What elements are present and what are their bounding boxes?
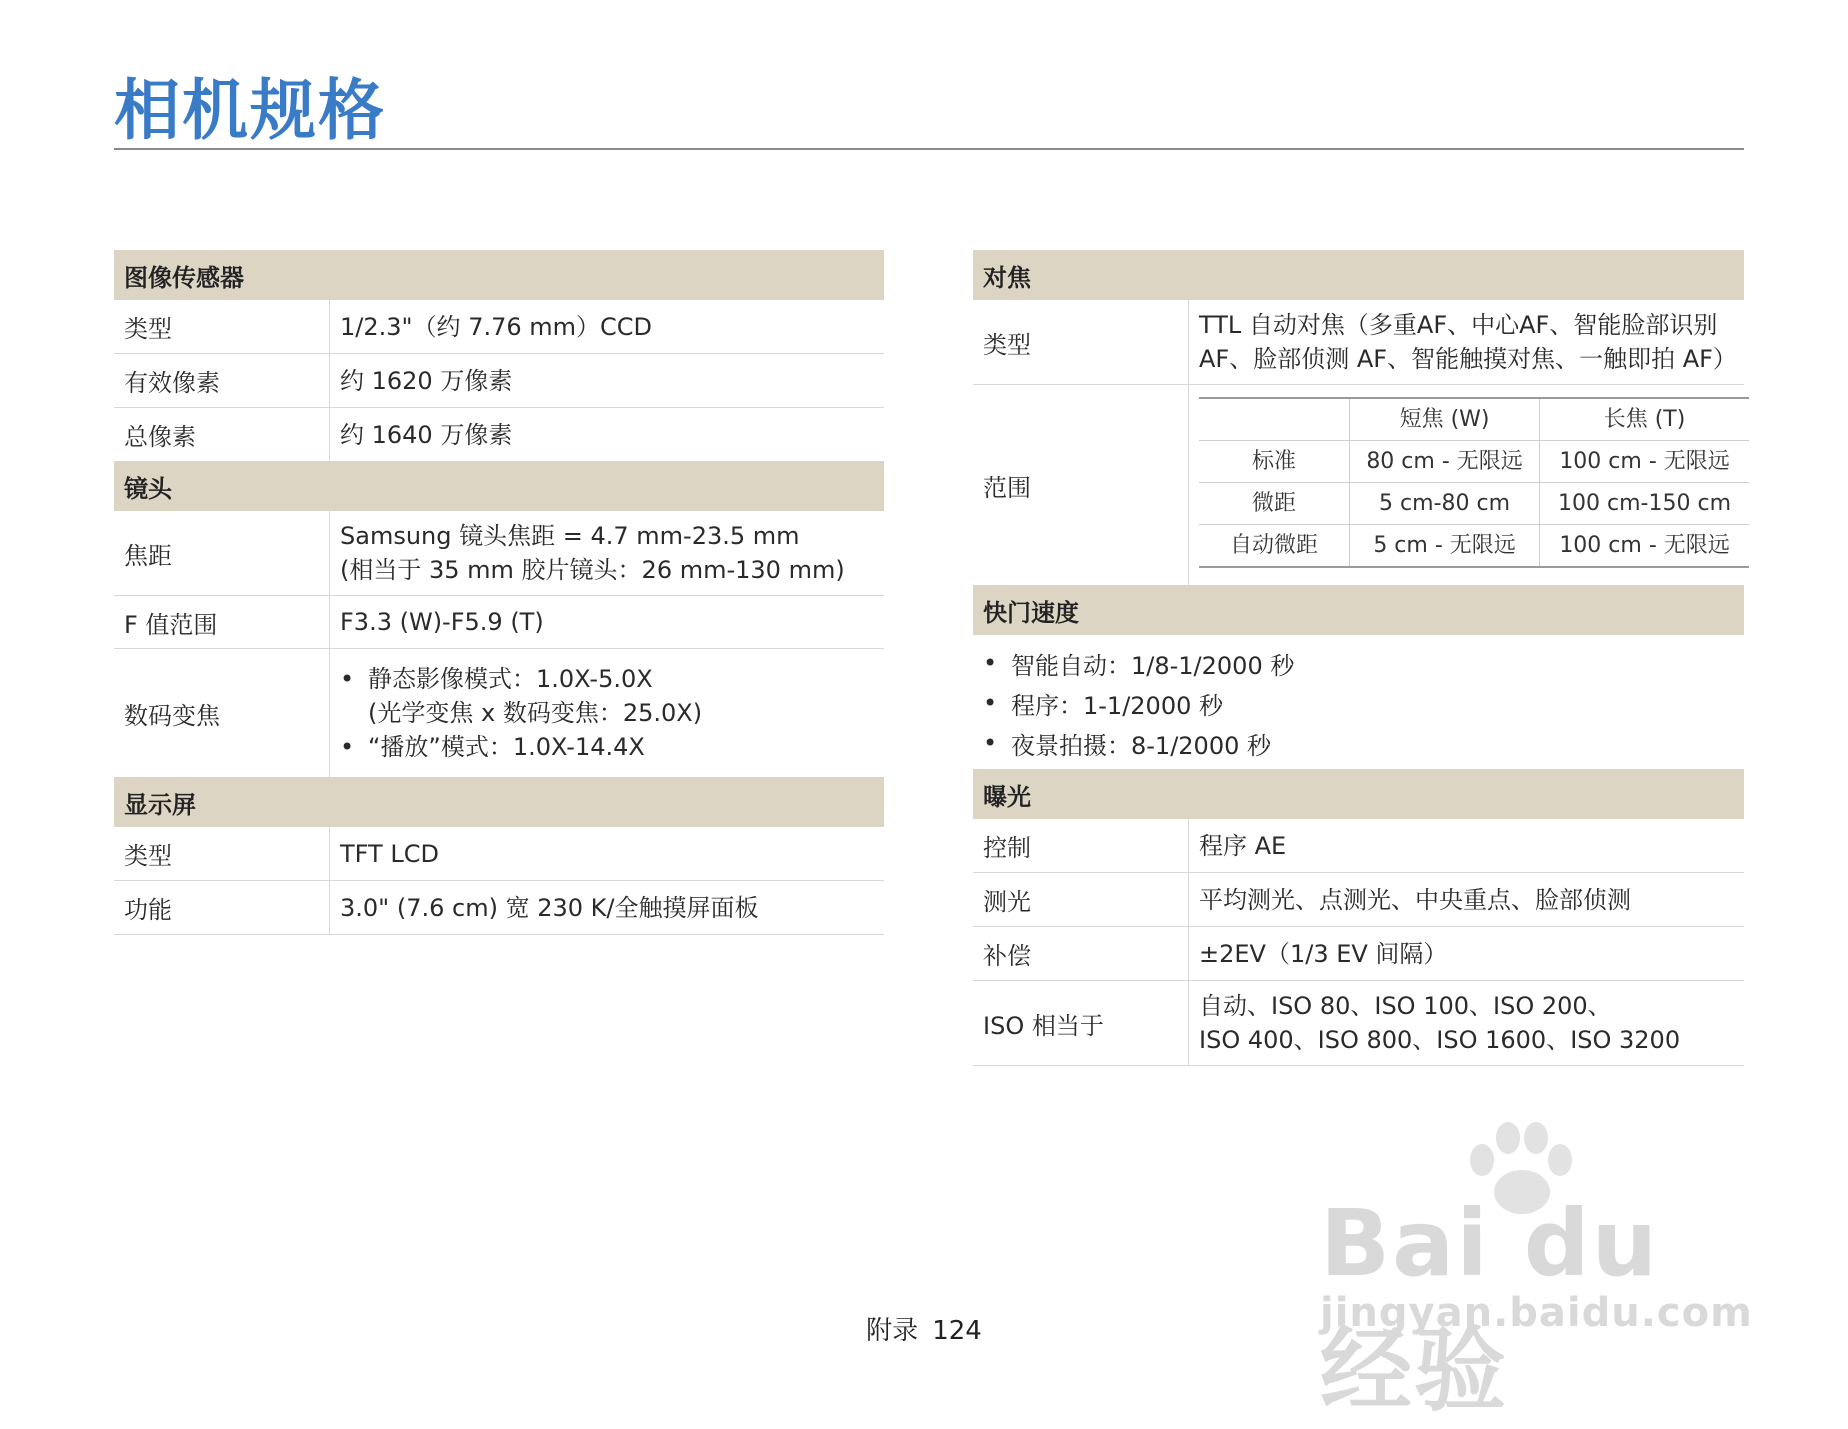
spec-key: F 值范围 [114, 596, 330, 648]
spec-row-focus-range [973, 385, 1744, 585]
spec-key: 控制 [973, 819, 1189, 872]
spec-value: 约 1620 万像素 [340, 366, 513, 395]
page-title: 相机规格 [114, 72, 386, 149]
list-item: • 智能自动：1/8-1/2000 秒 [983, 649, 1295, 680]
bullet-item: • “播放”模式：1.0X-14.4X [340, 730, 874, 764]
spec-row [973, 819, 1744, 873]
page-number: 124 [932, 1316, 982, 1346]
spec-value [330, 649, 884, 777]
table-cell: 80 cm - 无限远 [1350, 441, 1540, 483]
spec-key: 范围 [973, 385, 1189, 585]
table-header-cell: 长焦 (T) [1540, 398, 1749, 441]
section-heading-exposure: 曝光 [973, 769, 1744, 819]
section-heading-focus: 对焦 [973, 250, 1744, 300]
spec-key: 测光 [973, 873, 1189, 926]
spec-row [973, 927, 1744, 981]
spec-value [1189, 385, 1759, 585]
spec-row [114, 649, 884, 777]
table-cell: 100 cm - 无限远 [1540, 441, 1749, 483]
spec-row [114, 300, 884, 354]
spec-value-line: Samsung 镜头焦距 = 4.7 mm-23.5 mm [340, 522, 800, 550]
table-header-cell: 短焦 (W) [1350, 398, 1540, 441]
spec-row [114, 881, 884, 935]
table-header-cell [1199, 398, 1350, 441]
focus-range-table [1199, 397, 1749, 568]
table-cell: 5 cm-80 cm [1350, 483, 1540, 525]
spec-value [1189, 300, 1744, 384]
section-heading-image-sensor: 图像传感器 [114, 250, 884, 300]
section-heading-lens: 镜头 [114, 461, 884, 511]
spec-key: ISO 相当于 [973, 981, 1189, 1065]
table-row [1199, 441, 1749, 483]
spec-value-line: ISO 400、ISO 800、ISO 1600、ISO 3200 [1199, 1026, 1681, 1054]
spec-row [114, 354, 884, 408]
spec-value: TFT LCD [340, 839, 439, 868]
spec-row [973, 300, 1744, 385]
spec-row [114, 408, 884, 461]
spec-key: 类型 [114, 300, 330, 353]
bullet-icon: • [983, 729, 998, 757]
title-divider [114, 148, 1744, 150]
list-item: • 夜景拍摄：8-1/2000 秒 [983, 729, 1271, 760]
table-cell: 标准 [1199, 441, 1350, 483]
spec-key: 数码变焦 [114, 649, 330, 777]
spec-value: 平均测光、点测光、中央重点、脸部侦测 [1199, 885, 1631, 914]
spec-key: 补偿 [973, 927, 1189, 980]
section-heading-display: 显示屏 [114, 777, 884, 827]
bullet-icon: • [340, 733, 355, 761]
section-heading-shutter: 快门速度 [973, 585, 1744, 635]
footer-label: 附录 [866, 1316, 919, 1346]
right-spec-column [973, 250, 1744, 1066]
spec-key: 焦距 [114, 511, 330, 595]
table-row [1199, 483, 1749, 525]
bullet-item: • 静态影像模式：1.0X-5.0X [340, 662, 874, 696]
spec-key: 类型 [973, 300, 1189, 384]
bullet-icon: • [340, 665, 355, 693]
watermark-url: jingyan.baidu.com [1320, 1290, 1753, 1336]
watermark-brand: Bai du 经验 [1320, 1190, 1660, 1424]
spec-value: 约 1640 万像素 [340, 420, 513, 449]
spec-row [114, 596, 884, 649]
spec-value: F3.3 (W)-F5.9 (T) [340, 608, 544, 636]
table-cell: 自动微距 [1229, 532, 1318, 558]
table-row [1199, 525, 1749, 568]
spec-row [114, 827, 884, 881]
bullet-icon: • [983, 649, 998, 677]
table-cell: 5 cm - 无限远 [1350, 525, 1540, 568]
table-cell: 100 cm-150 cm [1540, 483, 1749, 525]
list-item: • 程序：1-1/2000 秒 [983, 689, 1223, 720]
spec-key: 总像素 [114, 408, 330, 461]
baidu-jingyan-watermark [1320, 1120, 1753, 1424]
spec-value [330, 511, 884, 595]
spec-value: 程序 AE [1199, 831, 1287, 860]
spec-key: 有效像素 [114, 354, 330, 407]
spec-row [973, 981, 1744, 1066]
spec-row [973, 873, 1744, 927]
spec-key: 功能 [114, 881, 330, 934]
bullet-continuation: (光学变焦 x 数码变焦：25.0X) [368, 699, 703, 727]
table-header-row [1199, 398, 1749, 441]
spec-value: 3.0" (7.6 cm) 宽 230 K/全触摸屏面板 [340, 893, 759, 922]
spec-value [1189, 981, 1744, 1065]
spec-value: ±2EV（1/3 EV 间隔） [1199, 939, 1448, 968]
table-cell: 100 cm - 无限远 [1540, 525, 1749, 568]
page-footer [0, 1310, 1848, 1347]
spec-value-line: (相当于 35 mm 胶片镜头：26 mm-130 mm) [340, 556, 845, 584]
shutter-speed-list [973, 635, 1744, 769]
spec-value-line: 自动、ISO 80、ISO 100、ISO 200、 [1199, 992, 1612, 1020]
spec-value: 1/2.3"（约 7.76 mm）CCD [340, 312, 653, 341]
bullet-icon: • [983, 689, 998, 717]
left-spec-column [114, 250, 884, 935]
spec-row [114, 511, 884, 596]
table-cell: 微距 [1199, 483, 1350, 525]
spec-value-line: AF、脸部侦测 AF、智能触摸对焦、一触即拍 AF） [1199, 345, 1737, 373]
spec-key: 类型 [114, 827, 330, 880]
spec-value-line: TTL 自动对焦（多重AF、中心AF、智能脸部识别 [1199, 311, 1718, 339]
